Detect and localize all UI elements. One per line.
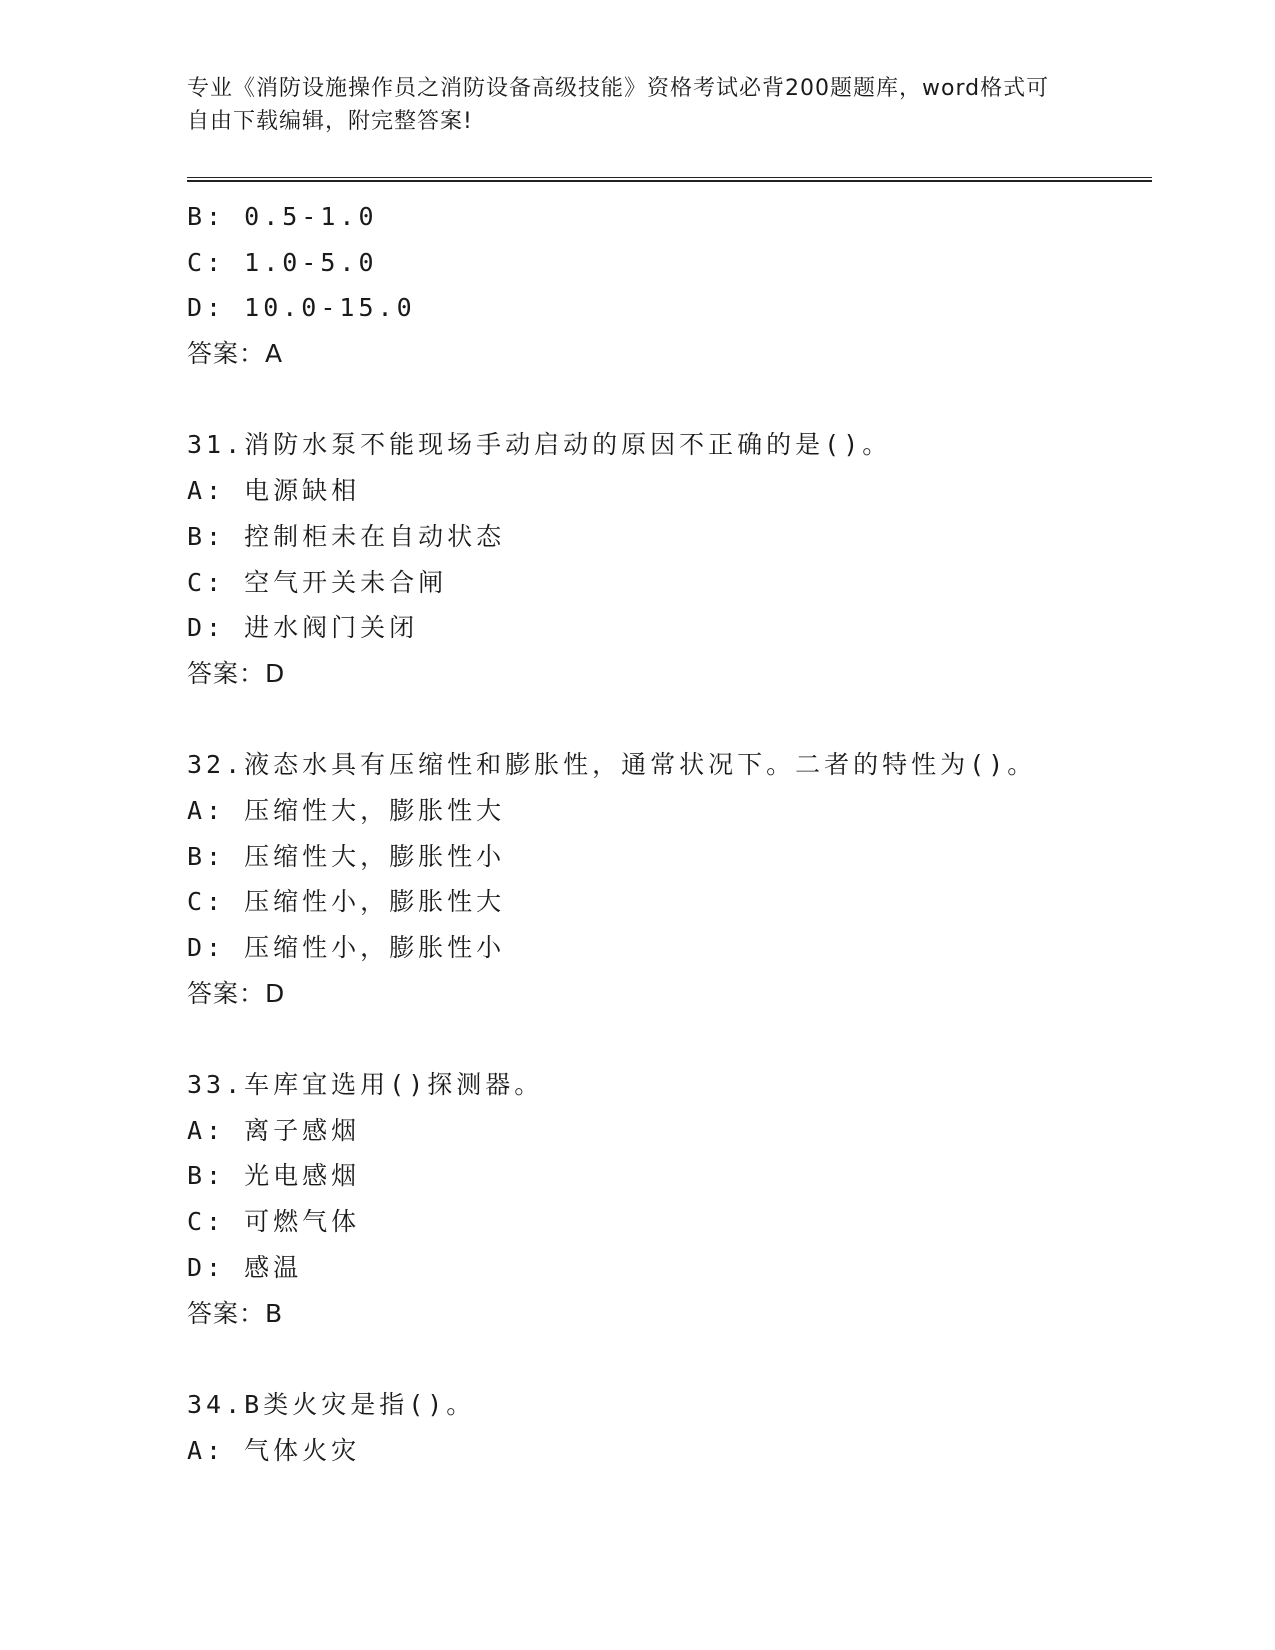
header-divider — [187, 177, 1152, 182]
question-stem: 32.液态水具有压缩性和膨胀性，通常状况下。二者的特性为()。 — [187, 750, 1037, 780]
spacer — [187, 1336, 1152, 1382]
option-line: D: 10.0-15.0 — [187, 293, 416, 323]
spacer — [187, 377, 1152, 423]
question-stem: 34.B类火灾是指()。 — [187, 1389, 476, 1419]
answer-line: 答案：D — [187, 978, 286, 1008]
document-header — [187, 72, 1067, 138]
option-line: B: 0.5-1.0 — [187, 202, 378, 231]
question-block — [187, 422, 1152, 696]
option-line: D: 压缩性小，膨胀性小 — [187, 933, 506, 962]
option-line: D: 感温 — [187, 1252, 303, 1282]
question-block — [187, 742, 1152, 1016]
spacer — [187, 1016, 1152, 1062]
option-line: D: 进水阀门关闭 — [187, 613, 419, 643]
document-title: 专业《消防设施操作员之消防设备高级技能》资格考试必背200题题库，word格式可自由下载编辑，附完整答案! — [187, 76, 1050, 134]
option-line: C: 压缩性小，膨胀性大 — [187, 887, 506, 917]
option-line: A: 压缩性大，膨胀性大 — [187, 795, 506, 825]
option-line: A: 电源缺相 — [187, 476, 361, 506]
option-line: B: 控制柜未在自动状态 — [187, 521, 506, 551]
option-line: A: 气体火灾 — [187, 1435, 361, 1465]
option-line: B: 压缩性大，膨胀性小 — [187, 841, 506, 871]
answer-line: 答案：B — [187, 1298, 284, 1328]
spacer — [187, 697, 1152, 743]
answer-line: 答案：D — [187, 658, 286, 688]
option-line: A: 离子感烟 — [187, 1115, 361, 1145]
option-line: C: 空气开关未合闸 — [187, 567, 448, 597]
question-stem: 31.消防水泵不能现场手动启动的原因不正确的是()。 — [187, 430, 892, 460]
question-stem: 33.车库宜选用()探测器。 — [187, 1070, 544, 1100]
question-block — [187, 1382, 1152, 1473]
option-line: C: 1.0-5.0 — [187, 247, 378, 277]
option-line: B: 光电感烟 — [187, 1161, 361, 1191]
question-list — [187, 194, 1152, 1473]
question-block — [187, 1062, 1152, 1336]
option-line: C: 可燃气体 — [187, 1207, 361, 1237]
answer-line: 答案：A — [187, 339, 284, 369]
